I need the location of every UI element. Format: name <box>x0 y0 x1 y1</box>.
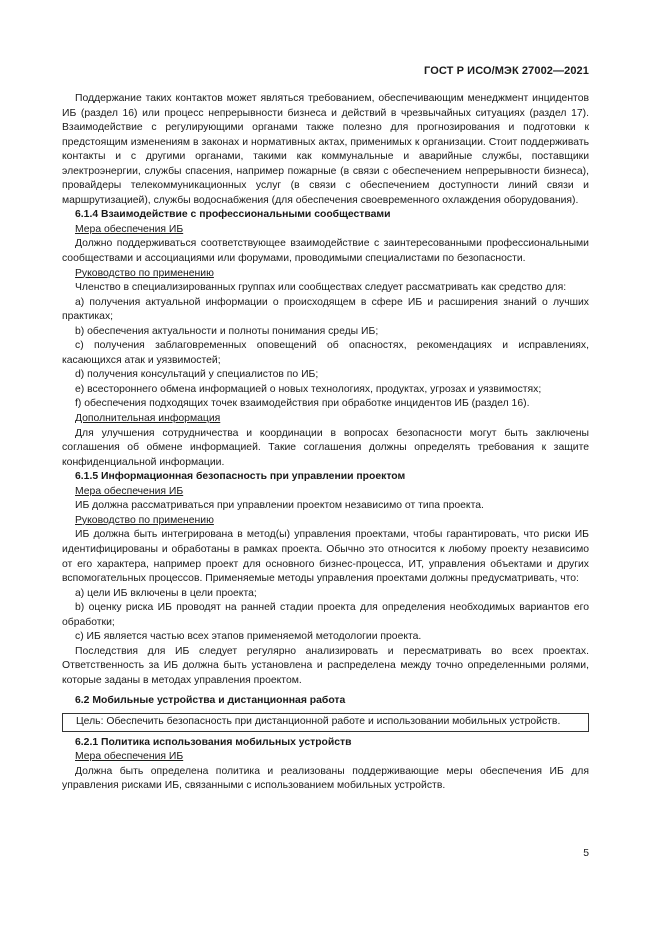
s615-measure-label: Мера обеспечения ИБ <box>75 485 184 497</box>
page-number: 5 <box>583 848 589 859</box>
s614-list-item: f) обеспечения подходящих точек взаимодействия при обработке инцидентов ИБ (раздел 16). <box>75 398 530 410</box>
section-6-1-5-heading: 6.1.5 Информационная безопасность при управлении проектом <box>75 471 406 483</box>
s615-measure-text: ИБ должна рассматриваться при управлении проектом независимо от типа проекта. <box>75 500 484 512</box>
s614-guide-label: Руководство по применению <box>75 267 214 279</box>
s615-closing-text: Последствия для ИБ следует регулярно анализировать и пересматривать во всех проектах. Ответственность за ИБ должна быть установлена и распределена между точно определенными ролями, которые заданы в методах управления проектом. <box>62 645 589 686</box>
s615-guide-text: ИБ должна быть интегрирована в метод(ы) управления проектами, чтобы гарантировать, что риски ИБ идентифицированы и обработаны в рамках проекта. Обычно это относится к любому проекту независимо от его характера, например проект для основного бизнес-процесса, ИТ, управления объектами и других вспомогательных процессов. Применяемые методы управления проектами должны предусматривать, что: <box>62 529 589 585</box>
s614-measure-text: Должно поддерживаться соответствующее взаимодействие с заинтересованными профессиональными сообществами и ассоциациями или форумами, проводимыми специалистами по безопасности. <box>62 238 589 265</box>
s615-list-item: a) цели ИБ включены в цели проекта; <box>75 587 257 599</box>
s614-list-item: c) получения заблаговременных оповещений об опасностях, рекомендациях и исправлениях, касающихся атак и уязвимостей; <box>62 340 589 366</box>
goal-text: Цель: Обеспечить безопасность при дистанционной работе и использовании мобильных устройств. <box>76 715 561 727</box>
standard-header: ГОСТ Р ИСО/МЭК 27002—2021 <box>424 65 589 77</box>
s615-list-item: b) оценку риска ИБ проводят на ранней стадии проекта для определения необходимых вариантов его обработки; <box>62 602 589 628</box>
s614-list-item: e) всестороннего обмена информацией о новых технологиях, продуктах, угрозах и уязвимостях; <box>75 383 542 395</box>
s621-measure-label: Мера обеспечения ИБ <box>75 751 184 763</box>
section-6-1-4-heading: 6.1.4 Взаимодействие с профессиональными сообществами <box>75 209 391 221</box>
section-6-2-heading: 6.2 Мобильные устройства и дистанционная работа <box>75 695 346 707</box>
s614-list-item: b) обеспечения актуальности и полноты понимания среды ИБ; <box>75 325 379 337</box>
s615-list-item: c) ИБ является частью всех этапов применяемой методологии проекта. <box>75 631 422 643</box>
s614-list-item: d) получения консультаций у специалистов по ИБ; <box>75 369 319 381</box>
intro-paragraph: Поддержание таких контактов может являться требованием, обеспечивающим менеджмент инцидентов ИБ (раздел 16) или процесс непрерывности бизнеса и действий в чрезвычайных ситуациях (раздел 17). Взаимодействие с регулирующими органами также полезно для прогнозирования и подготовки к предстоящим изменениям в законах и нормативных актах, применимых к организации. Стоит поддерживать контакты и с другими органами, такими как коммунальные и аварийные службы, поставщики электроэнергии, службы спасения, например пожарные (в связи с обеспечением непрерывности бизнеса), провайдеры телекоммуникационных услуг (в связи с обеспечением доступности линий связи и маршрутизацией), службы водоснабжения (для обеспечения своевременного охлаждения оборудования). <box>62 93 589 206</box>
s614-list-item: a) получения актуальной информации о происходящем в сфере ИБ и расширения знаний о лучших практиках; <box>62 296 589 323</box>
s614-guide-text: Членство в специализированных группах или сообществах следует рассматривать как средство для: <box>75 282 567 294</box>
s614-extra-text: Для улучшения сотрудничества и координации в вопросах безопасности могут быть заключены соглашения об обмене информацией. Такие соглашения должны определять требования к защите конфиденциальной информации. <box>62 427 589 468</box>
goal-box <box>62 713 589 732</box>
s621-measure-text: Должна быть определена политика и реализованы поддерживающие меры обеспечения ИБ для управления рисками ИБ, связанными с использованием мобильных устройств. <box>62 765 589 792</box>
s614-measure-label: Мера обеспечения ИБ <box>75 223 184 235</box>
s614-extra-label: Дополнительная информация <box>75 413 221 425</box>
s615-guide-label: Руководство по применению <box>75 514 214 526</box>
page-content <box>62 92 589 794</box>
section-6-2-1-heading: 6.2.1 Политика использования мобильных устройств <box>75 736 352 748</box>
